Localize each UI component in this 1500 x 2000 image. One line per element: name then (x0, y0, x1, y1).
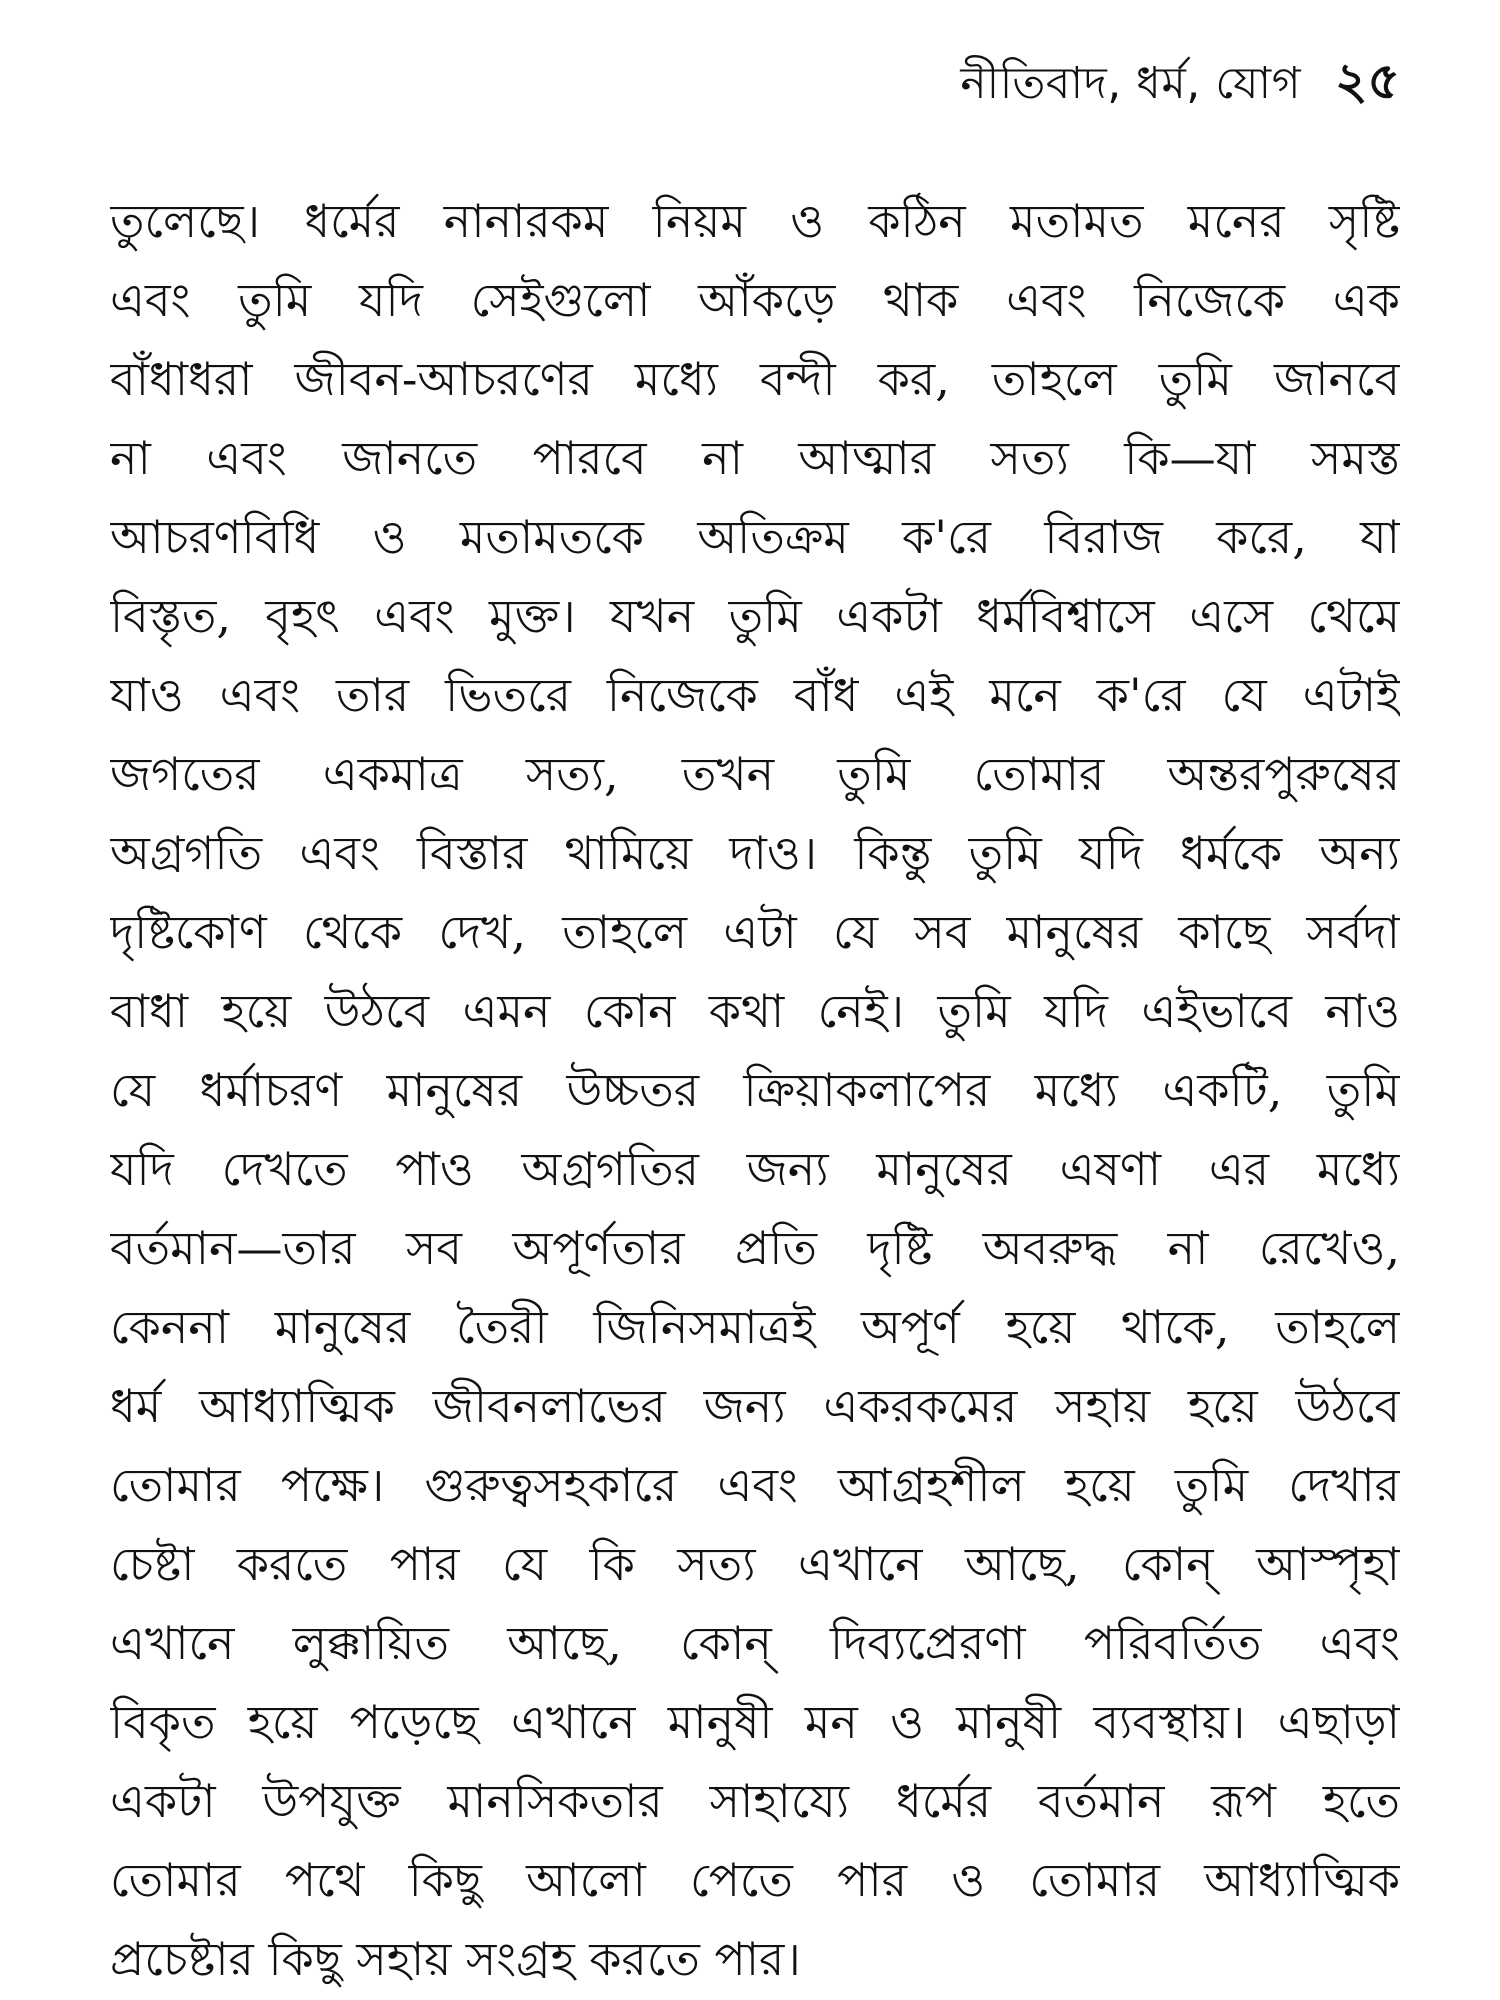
text-line: প্রচেষ্টার কিছু সহায় সংগ্রহ করতে পার। (110, 1932, 801, 1986)
running-header (960, 44, 1400, 127)
text-line: বাঁধাধরা জীবন-আচরণের মধ্যে বন্দী কর, তাহলে তুমি জানবে (110, 352, 1400, 406)
text-line: যে ধর্মাচরণ মানুষের উচ্চতর ক্রিয়াকলাপের মধ্যে একটি, তুমি (110, 1063, 1400, 1117)
text-line: বিস্তৃত, বৃহৎ এবং মুক্ত। যখন তুমি একটা ধর্মবিশ্বাসে এসে থেমে (110, 589, 1400, 643)
text-line: অগ্রগতি এবং বিস্তার থামিয়ে দাও। কিন্তু তুমি যদি ধর্মকে অন্য (110, 826, 1400, 880)
text-line: না এবং জানতে পারবে না আত্মার সত্য কি—যা সমস্ত (110, 431, 1400, 485)
text-line: এবং তুমি যদি সেইগুলো আঁকড়ে থাক এবং নিজেকে এক (110, 273, 1400, 327)
text-line: আচরণবিধি ও মতামতকে অতিক্রম ক'রে বিরাজ করে, যা (110, 510, 1400, 564)
text-line: বিকৃত হয়ে পড়েছে এখানে মানুষী মন ও মানুষী ব্যবস্থায়। এছাড়া (110, 1695, 1400, 1749)
text-line: তুলেছে। ধর্মের নানারকম নিয়ম ও কঠিন মতামত মনের সৃষ্টি (110, 194, 1400, 248)
text-line: চেষ্টা করতে পার যে কি সত্য এখানে আছে, কোন্ আস্পৃহা (110, 1537, 1400, 1591)
page-number: ২৫ (1335, 52, 1400, 110)
text-line: এখানে লুক্কায়িত আছে, কোন্ দিব্যপ্রেরণা পরিবর্তিত এবং (110, 1616, 1400, 1670)
text-line: ধর্ম আধ্যাত্মিক জীবনলাভের জন্য একরকমের সহায় হয়ে উঠবে (110, 1379, 1400, 1433)
text-line: যাও এবং তার ভিতরে নিজেকে বাঁধ এই মনে ক'রে যে এটাই (110, 668, 1400, 722)
text-line: জগতের একমাত্র সত্য, তখন তুমি তোমার অন্তরপুরুষের (110, 747, 1400, 801)
text-line: দৃষ্টিকোণ থেকে দেখ, তাহলে এটা যে সব মানুষের কাছে সর্বদা (110, 905, 1400, 959)
text-line: কেননা মানুষের তৈরী জিনিসমাত্রই অপূর্ণ হয়ে থাকে, তাহলে (110, 1300, 1400, 1354)
text-line: বর্তমান—তার সব অপূর্ণতার প্রতি দৃষ্টি অবরুদ্ধ না রেখেও, (110, 1221, 1400, 1275)
chapter-title: নীতিবাদ, ধর্ম, যোগ (960, 58, 1302, 109)
text-line: একটা উপযুক্ত মানসিকতার সাহায্যে ধর্মের বর্তমান রূপ হতে (110, 1774, 1400, 1828)
text-line: যদি দেখতে পাও অগ্রগতির জন্য মানুষের এষণা এর মধ্যে (110, 1142, 1400, 1196)
text-line: তোমার পক্ষে। গুরুত্বসহকারে এবং আগ্রহশীল হয়ে তুমি দেখার (110, 1458, 1400, 1512)
text-line: তোমার পথে কিছু আলো পেতে পার ও তোমার আধ্যাত্মিক (110, 1853, 1400, 1907)
text-line: বাধা হয়ে উঠবে এমন কোন কথা নেই। তুমি যদি এইভাবে নাও (110, 984, 1400, 1038)
body-paragraph (110, 182, 1400, 1999)
